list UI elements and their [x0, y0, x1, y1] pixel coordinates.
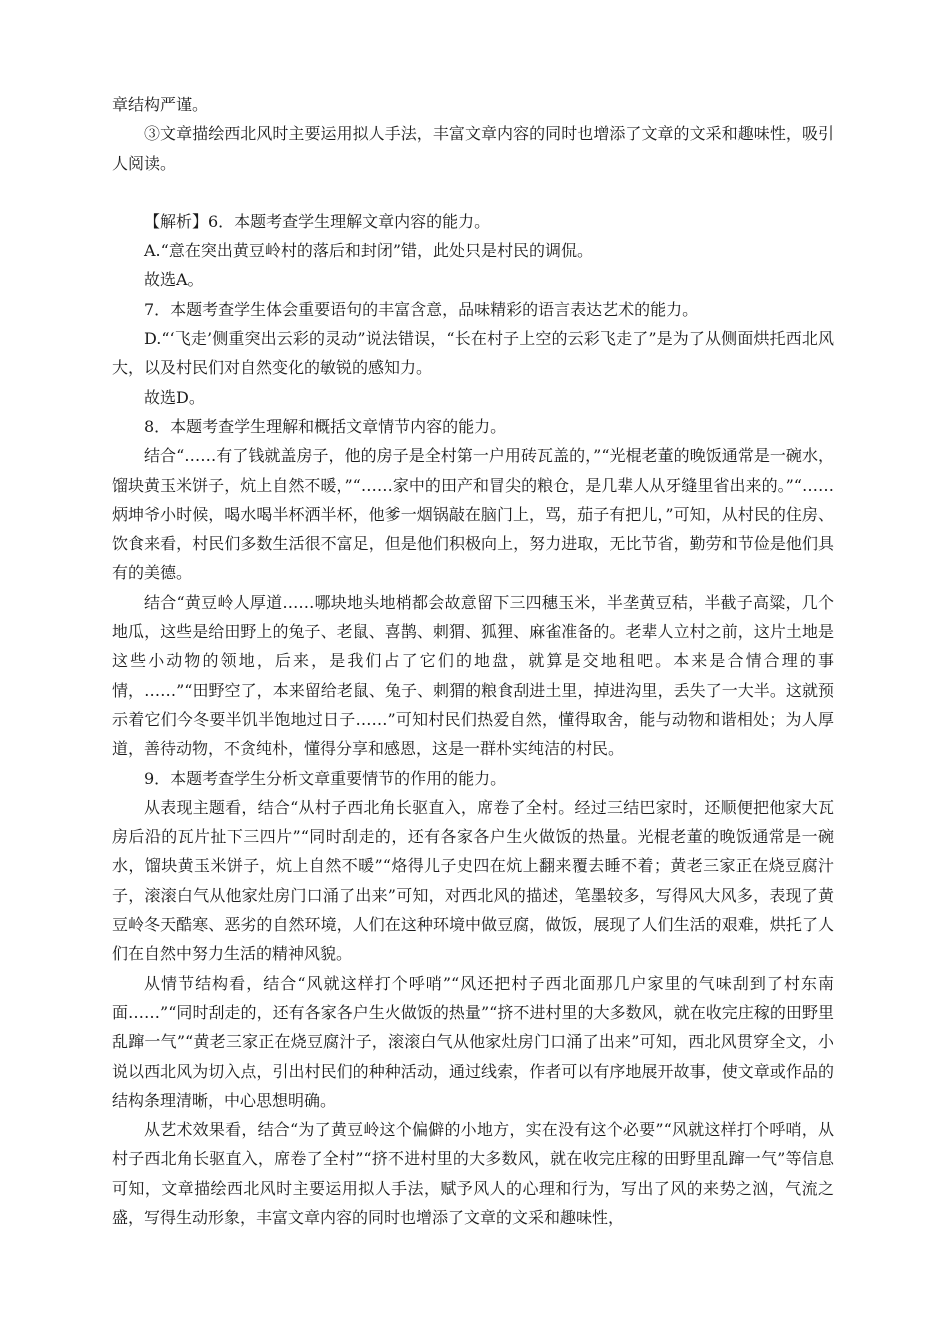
paragraph: 从艺术效果看，结合“为了黄豆岭这个偏僻的小地方，实在没有这个必要”“风就这样打个呼哨，从村子西北角长驱直入，席卷了全村”“挤不进村里的大多数风，就在收完庄稼的田野里乱蹿一气”等信息可知，文章描绘西北风时主要运用拟人手法，赋予风人的心理和行为，写出了风的来势之汹，气流之盛，写得生动形象，丰富文章内容的同时也增添了文章的文采和趣味性，: [112, 1120, 834, 1227]
paragraph: ③文章描绘西北风时主要运用拟人手法，丰富文章内容的同时也增添了文章的文采和趣味性，吸引人阅读。: [112, 124, 834, 173]
paragraph: A.“意在突出黄豆岭村的落后和封闭”错，此处只是村民的调侃。: [144, 241, 594, 261]
answer-line: 故选D。: [144, 387, 205, 407]
paragraph: D.“‘飞走’侧重突出云彩的灵动”说法错误，“长在村子上空的云彩飞走了”是为了从侧面烘托西北风大，以及村民们对自然变化的敏锐的感知力。: [112, 329, 834, 378]
paragraph: 9．本题考查学生分析文章重要情节的作用的能力。: [144, 768, 507, 788]
paragraph: 结合“黄豆岭人厚道……哪块地头地梢都会故意留下三四穗玉米，半垄黄豆秸，半截子高粱，几个地瓜，这些是给田野上的兔子、老鼠、喜鹊、刺猬、狐狸、麻雀准备的。老辈人立村之前，这片土地是这些小动物的领地，后来，是我们占了它们的地盘，就算是交地租吧。本来是合情合理的事情，……”“田野空了，本来留给老鼠、兔子、刺猬的粮食刮进土里，掉进沟里，丢失了一大半。这就预示着它们今冬要半饥半饱地过日子……”可知村民们热爱自然，懂得取舍，能与动物和谐相处；为人厚道，善待动物，不贪纯朴，懂得分享和感恩，这是一群朴实纯洁的村民。: [112, 592, 834, 759]
paragraph: 结合“……有了钱就盖房子，他的房子是全村第一户用砖瓦盖的，”“光棍老董的晚饭通常是一碗水，馏块黄玉米饼子，炕上自然不暖，”“……家中的田产和冒尖的粮仓，是几辈人从牙缝里省出来的。”“……炳坤爷小时候，喝水喝半杯洒半杯，他爹一烟锅敲在脑门上，骂，茄子有把儿，”可知，从村民的住房、饮食来看，村民们多数生活很不富足，但是他们积极向上，努力进取，无比节省，勤劳和节俭是他们具有的美德。: [112, 446, 834, 583]
paragraph: 8．本题考查学生理解和概括文章情节内容的能力。: [144, 416, 507, 436]
paragraph: 从情节结构看，结合“风就这样打个呼哨”“风还把村子西北面那几户家里的气味刮到了村东南面……”“同时刮走的，还有各家各户生火做饭的热量”“挤不进村里的大多数风，就在收完庄稼的田野里乱蹿一气”“黄老三家正在烧豆腐汁子，滚滚白气从他家灶房门口涌了出来”可知，西北风贯穿全文，小说以西北风为切入点，引出村民们的种种活动，通过线索，作者可以有序地展开故事，使文章或作品的结构条理清晰，中心思想明确。: [112, 973, 834, 1110]
paragraph: 从表现主题看，结合“从村子西北角长驱直入，席卷了全村。经过三结巴家时，还顺便把他家大瓦房后沿的瓦片扯下三四片”“同时刮走的，还有各家各户生火做饭的热量。光棍老董的晚饭通常是一碗水，馏块黄玉米饼子，炕上自然不暖”“烙得儿子史四在炕上翻来覆去睡不着；黄老三家正在烧豆腐汁子，滚滚白气从他家灶房门口涌了出来”可知，对西北风的描述，笔墨较多，写得风大风多，表现了黄豆岭冬天酷寒、恶劣的自然环境，人们在这种环境中做豆腐，做饭，展现了人们生活的艰难，烘托了人们在自然中努力生活的精神风貌。: [112, 797, 834, 964]
answer-line: 故选A。: [144, 270, 204, 290]
paragraph: 7．本题考查学生体会重要语句的丰富含意，品味精彩的语言表达艺术的能力。: [144, 299, 699, 319]
document-page: [112, 90, 834, 1232]
analysis-heading: 【解析】6．本题考查学生理解文章内容的能力。: [144, 211, 491, 231]
paragraph-gap: [112, 178, 834, 207]
paragraph: 章结构严谨。: [112, 95, 209, 114]
